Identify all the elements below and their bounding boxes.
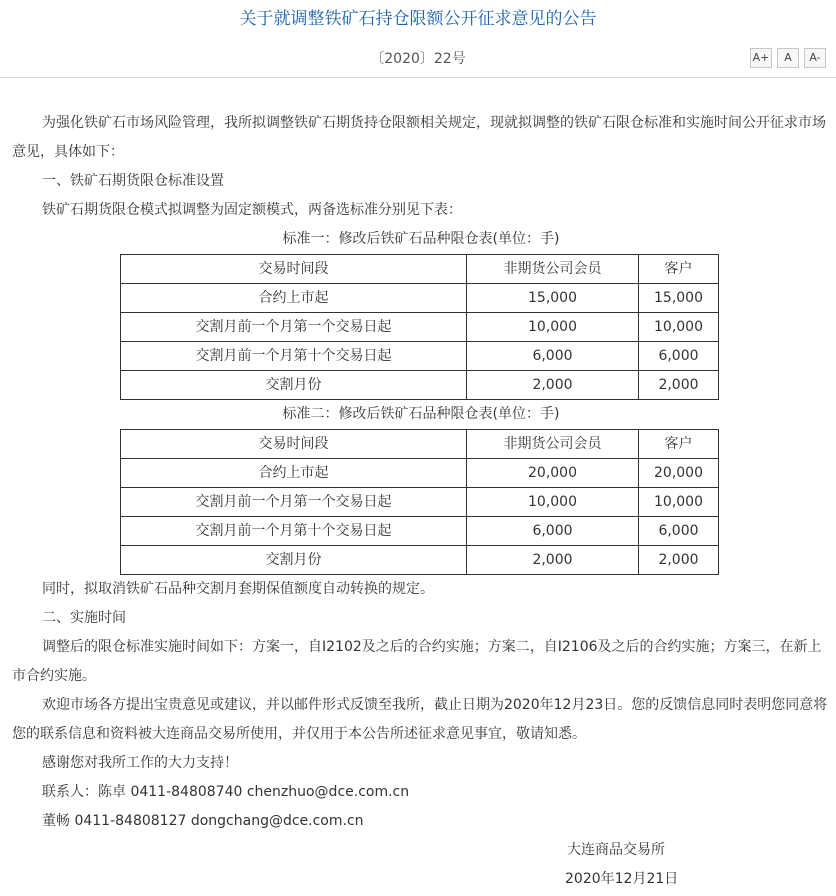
table-cell: 6,000: [467, 517, 639, 546]
table-cell: 合约上市起: [121, 284, 467, 313]
table-header-row: [121, 255, 719, 284]
table-cell: 10,000: [639, 488, 719, 517]
table-header-cell: 非期货公司会员: [467, 430, 639, 459]
table2-caption: 标准二：修改后铁矿石品种限仓表(单位：手): [282, 406, 560, 422]
section2-heading: 二、实施时间: [42, 610, 126, 626]
table-header-cell: 交易时间段: [121, 255, 467, 284]
table-cell: 6,000: [467, 342, 639, 371]
after-tables-paragraph: 同时，拟取消铁矿石品种交割月套期保值额度自动转换的规定。: [42, 581, 434, 597]
intro-paragraph: 为强化铁矿石市场风险管理，我所拟调整铁矿石期货持仓限额相关规定，现就拟调整的铁矿石限仓标准和实施时间公开征求市场意见，具体如下：: [12, 115, 826, 160]
table-row: [121, 459, 719, 488]
table-cell: 15,000: [467, 284, 639, 313]
page-title: 关于就调整铁矿石持仓限额公开征求意见的公告: [239, 9, 597, 29]
section1-text: 铁矿石期货限仓模式拟调整为固定额模式，两备选标准分别见下表：: [42, 202, 462, 218]
issue-date: 2020年12月21日: [565, 871, 679, 887]
feedback-paragraph: 欢迎市场各方提出宝贵意见或建议，并以邮件形式反馈至我所，截止日期为2020年12月23日。您的反馈信息同时表明您同意将您的联系信息和资料被大连商品交易所使用，并仅用于本公告所述征求意见事宜，敬请知悉。: [12, 697, 828, 742]
table-cell: 2,000: [467, 371, 639, 400]
section2-text: 调整后的限仓标准实施时间如下：方案一，自I2102及之后的合约实施；方案二，自I2106及之后的合约实施；方案三，在新上市合约实施。: [12, 639, 822, 684]
table-row: [121, 517, 719, 546]
table1-caption: 标准一：修改后铁矿石品种限仓表(单位：手): [282, 231, 560, 247]
table-cell: 15,000: [639, 284, 719, 313]
table-cell: 2,000: [639, 371, 719, 400]
font-reset-button[interactable]: A: [777, 48, 799, 68]
table-header-cell: 非期货公司会员: [467, 255, 639, 284]
font-size-controls: [750, 48, 826, 68]
table1: [120, 254, 719, 400]
issuer-name: 大连商品交易所: [567, 842, 665, 858]
table-row: [121, 284, 719, 313]
announcement-body: [12, 109, 830, 894]
table-cell: 10,000: [467, 313, 639, 342]
section1-heading: 一、铁矿石期货限仓标准设置: [42, 173, 224, 189]
table-cell: 交割月份: [121, 546, 467, 575]
table-cell: 交割月前一个月第十个交易日起: [121, 517, 467, 546]
font-decrease-button[interactable]: A-: [804, 48, 826, 68]
font-increase-button[interactable]: A+: [750, 48, 772, 68]
table-cell: 20,000: [467, 459, 639, 488]
table-cell: 6,000: [639, 517, 719, 546]
table-row: [121, 371, 719, 400]
contact-line-2: 董畅 0411-84808127 dongchang@dce.com.cn: [42, 813, 364, 829]
table-cell: 2,000: [639, 546, 719, 575]
table-cell: 2,000: [467, 546, 639, 575]
table-cell: 6,000: [639, 342, 719, 371]
table2: [120, 429, 719, 575]
table-row: [121, 342, 719, 371]
document-number: 〔2020〕22号: [370, 51, 466, 67]
table-cell: 10,000: [467, 488, 639, 517]
header-divider: [0, 77, 836, 78]
table-cell: 10,000: [639, 313, 719, 342]
table-cell: 合约上市起: [121, 459, 467, 488]
table-row: [121, 313, 719, 342]
table-cell: 交割月前一个月第一个交易日起: [121, 488, 467, 517]
table-row: [121, 546, 719, 575]
table-cell: 20,000: [639, 459, 719, 488]
table-cell: 交割月前一个月第十个交易日起: [121, 342, 467, 371]
table-header-cell: 交易时间段: [121, 430, 467, 459]
table-header-cell: 客户: [639, 255, 719, 284]
table-header-cell: 客户: [639, 430, 719, 459]
contact-line-1: 联系人：陈卓 0411-84808740 chenzhuo@dce.com.cn: [42, 784, 410, 800]
table-header-row: [121, 430, 719, 459]
table-row: [121, 488, 719, 517]
table-cell: 交割月份: [121, 371, 467, 400]
table-cell: 交割月前一个月第一个交易日起: [121, 313, 467, 342]
thanks-line: 感谢您对我所工作的大力支持！: [42, 755, 238, 771]
